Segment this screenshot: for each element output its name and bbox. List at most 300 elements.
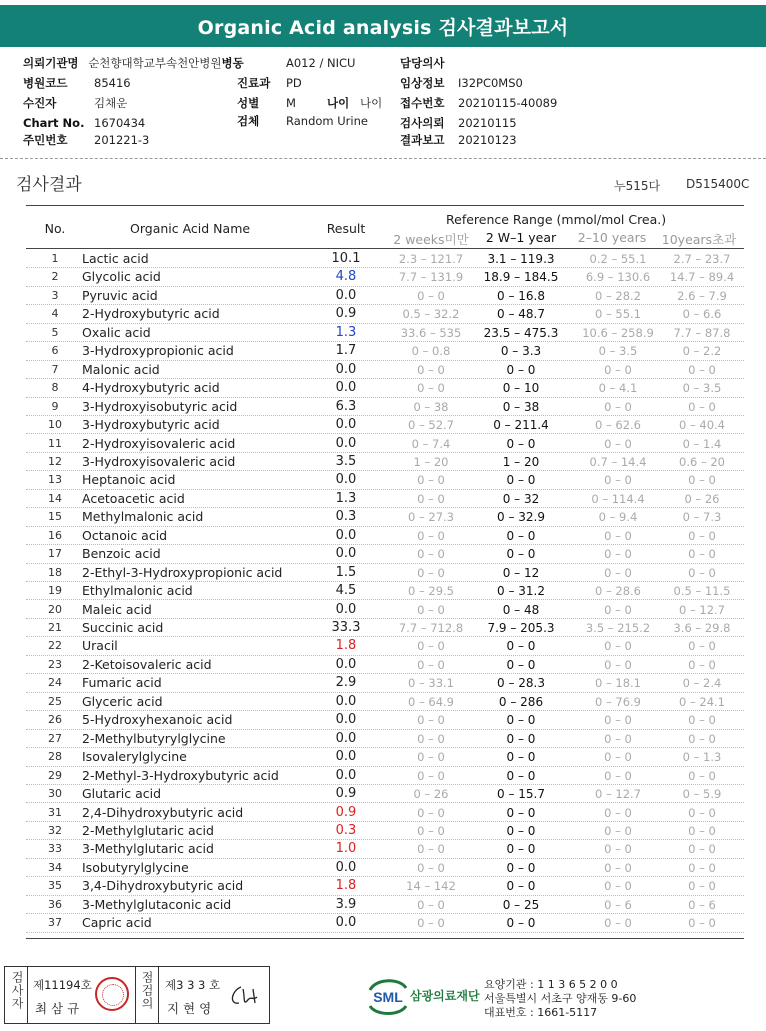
row-ref-2-10y: 0 – 28.2: [595, 288, 641, 303]
table-row: [26, 619, 744, 637]
signature-icon: [227, 983, 263, 1011]
table-row: [26, 748, 744, 766]
row-acid-name: Malonic acid: [82, 361, 160, 377]
table-row: [26, 804, 744, 822]
row-result: 1.5: [335, 564, 357, 580]
row-no: 2: [51, 270, 59, 284]
report-date-label: 결과보고: [400, 133, 445, 147]
row-ref-2w1y: 0 – 286: [498, 694, 544, 709]
row-ref-2-10y: 0 – 0: [604, 602, 632, 617]
row-acid-name: Fumaric acid: [82, 675, 162, 691]
row-ref-2-10y: 0.2 – 55.1: [589, 252, 647, 266]
clinical-info-label: 임상정보: [400, 76, 445, 90]
row-ref-2weeks: 33.6 – 535: [400, 325, 462, 340]
table-row: [26, 767, 744, 785]
row-ref-10y: 0 – 6.6: [682, 307, 722, 322]
row-no: 13: [48, 473, 62, 487]
row-ref-2-10y: 0 – 0: [604, 713, 632, 728]
row-ref-2weeks: 0 – 0: [417, 362, 445, 377]
row-no: 30: [48, 787, 62, 801]
table-row: [26, 471, 744, 489]
row-ref-10y: 0 – 2.2: [682, 344, 722, 359]
row-ref-10y: 0 – 0: [688, 713, 716, 728]
row-ref-2weeks: 7.7 – 131.9: [398, 270, 464, 285]
request-date-value: 20210115: [458, 116, 517, 130]
table-row: [26, 490, 744, 508]
row-ref-2w1y: 0 – 0: [506, 916, 536, 931]
row-ref-2w1y: 0 – 0: [506, 879, 536, 894]
row-acid-name: 3-Methylglutaric acid: [82, 841, 214, 857]
row-ref-2-10y: 0 – 114.4: [591, 491, 645, 506]
row-ref-10y: 0 – 0: [688, 768, 716, 783]
row-ref-2-10y: 0 – 0: [604, 805, 632, 820]
row-no: 17: [48, 547, 62, 561]
row-acid-name: 3-Hydroxyisobutyric acid: [82, 398, 238, 414]
row-ref-2-10y: 0 – 9.4: [598, 510, 638, 525]
row-ref-10y: 0 – 0: [688, 731, 716, 746]
row-ref-10y: 0 – 0: [688, 473, 716, 488]
row-ref-2weeks: 0 – 0: [417, 897, 445, 912]
row-acid-name: Glutaric acid: [82, 786, 162, 802]
ward-value: A012 / NICU: [286, 56, 356, 70]
row-acid-name: 3-Hydroxyisovaleric acid: [82, 453, 236, 469]
hospital-code-value: 85416: [94, 76, 131, 90]
row-no: 4: [51, 307, 59, 321]
header-reference-range: Reference Range (mmol/mol Crea.): [446, 212, 667, 227]
row-ref-2weeks: 0 – 29.5: [408, 584, 454, 599]
row-result: 33.3: [331, 620, 361, 635]
row-ref-2weeks: 7.7 – 712.8: [398, 621, 464, 635]
row-no: 10: [48, 418, 62, 432]
table-row: [26, 398, 744, 416]
row-ref-2weeks: 0 – 0: [417, 750, 445, 765]
row-ref-2w1y: 0 – 0: [506, 823, 536, 838]
reviewer-name: 지 현 영: [167, 1001, 212, 1016]
row-acid-name: Glycolic acid: [82, 269, 161, 285]
row-no: 21: [48, 621, 62, 634]
reviewer-no: 제3 3 3 호: [165, 978, 221, 992]
section-title: 검사결과: [16, 175, 82, 195]
row-ref-2-10y: 3.5 – 215.2: [585, 621, 651, 635]
row-result: 0.0: [335, 859, 357, 875]
row-ref-2weeks: 0 – 64.9: [408, 694, 454, 709]
row-no: 35: [48, 879, 62, 893]
row-acid-name: Oxalic acid: [82, 324, 151, 340]
row-ref-2-10y: 0.7 – 14.4: [589, 454, 647, 469]
row-ref-2w1y: 0 – 0: [506, 473, 536, 488]
row-ref-2w1y: 0 – 15.7: [497, 787, 545, 802]
row-ref-2weeks: 0 – 0: [417, 805, 445, 820]
row-ref-2weeks: 0 – 26: [413, 787, 449, 802]
row-no: 16: [48, 528, 62, 542]
row-acid-name: 3-Methylglutaconic acid: [82, 896, 232, 912]
row-ref-2w1y: 0 – 0: [506, 657, 536, 672]
row-ref-2-10y: 0 – 0: [604, 473, 632, 488]
row-ref-2weeks: 0 – 0: [417, 547, 445, 562]
row-ref-2weeks: 0 – 52.7: [408, 418, 454, 433]
report-title: Organic Acid analysis 검사결과보고서: [197, 16, 569, 39]
row-ref-2weeks: 0 – 0: [417, 473, 445, 488]
header-ref-10y: 10years초과: [661, 232, 737, 247]
row-acid-name: Capric acid: [82, 915, 152, 931]
table-row: [26, 693, 744, 711]
row-ref-2-10y: 0 – 76.9: [595, 694, 641, 709]
dashed-divider: [0, 158, 766, 159]
row-ref-2weeks: 0 – 38: [413, 399, 449, 414]
row-ref-2-10y: 0 – 0: [604, 639, 632, 654]
row-result: 1.0: [335, 841, 357, 857]
header-no: No.: [44, 221, 66, 236]
row-ref-2w1y: 0 – 48: [502, 602, 540, 617]
specimen-label: 검체: [237, 114, 260, 128]
table-row: [26, 361, 744, 379]
row-no: 26: [48, 713, 62, 727]
row-ref-2weeks: 0 – 0: [417, 528, 445, 543]
row-ref-2-10y: 0 – 0: [604, 528, 632, 543]
row-acid-name: Isovalerylglycine: [82, 749, 187, 765]
patient-value: 김채운: [94, 96, 128, 110]
table-row: [26, 416, 744, 434]
row-no: 33: [48, 842, 62, 856]
row-ref-2w1y: 0 – 48.7: [497, 307, 545, 322]
section-code-2: D515400C: [686, 177, 750, 191]
table-bottom-rule: [26, 938, 744, 939]
row-ref-2w1y: 0 – 32.9: [497, 510, 545, 525]
sex-label: 성별: [237, 96, 260, 110]
row-no: 3: [51, 288, 59, 302]
table-row: [26, 674, 744, 692]
sml-logo-icon: [366, 976, 410, 1016]
row-result: 0.0: [335, 693, 357, 709]
table-row: [26, 268, 744, 286]
row-acid-name: 2,4-Dihydroxybutyric acid: [82, 804, 244, 820]
row-ref-2w1y: 0 – 0: [506, 860, 536, 875]
row-result: 0.9: [335, 804, 357, 820]
row-result: 0.3: [335, 822, 357, 838]
table-row: [26, 822, 744, 840]
row-ref-2weeks: 2.3 – 121.7: [398, 252, 464, 266]
doctor-label: 담당의사: [400, 56, 445, 70]
table-row: [26, 453, 744, 471]
row-ref-2weeks: 0 – 0: [417, 842, 445, 857]
row-acid-name: 2-Ketoisovaleric acid: [82, 656, 212, 672]
row-ref-10y: 0 – 7.3: [682, 510, 722, 525]
row-no: 9: [51, 399, 59, 413]
row-ref-2-10y: 10.6 – 258.9: [582, 325, 654, 340]
row-result: 0.0: [335, 656, 357, 672]
row-ref-2-10y: 0 – 28.6: [595, 584, 641, 599]
table-row: [26, 287, 744, 305]
row-ref-2w1y: 0 – 12: [502, 565, 540, 580]
row-ref-2weeks: 0 – 0: [417, 657, 445, 672]
row-ref-10y: 0 – 5.9: [682, 787, 722, 802]
row-ref-2weeks: 0 – 0: [417, 731, 445, 746]
row-result: 0.0: [335, 417, 357, 433]
row-ref-2w1y: 0 – 38: [502, 399, 540, 414]
row-ref-2weeks: 0 – 0: [417, 823, 445, 838]
row-ref-10y: 0 – 3.5: [682, 381, 722, 396]
row-ref-2w1y: 0 – 0: [506, 362, 536, 377]
row-ref-2-10y: 6.9 – 130.6: [585, 270, 651, 285]
row-no: 24: [48, 676, 62, 690]
row-ref-10y: 0 – 0: [688, 362, 716, 377]
row-no: 11: [48, 436, 62, 450]
row-no: 18: [48, 565, 62, 579]
signature-box: [4, 966, 270, 1024]
row-result: 1.3: [335, 490, 357, 506]
row-ref-2-10y: 0 – 0: [604, 731, 632, 746]
row-ref-2-10y: 0 – 0: [604, 823, 632, 838]
chart-no-value: 1670434: [94, 116, 146, 130]
receipt-no-value: 20210115-40089: [458, 96, 558, 110]
row-ref-10y: 0 – 0: [688, 805, 716, 820]
row-ref-2w1y: 0 – 0: [506, 842, 536, 857]
org-address: 서울특별시 서초구 양재동 9-60: [484, 992, 637, 1005]
table-row: [26, 785, 744, 803]
row-ref-2-10y: 0 – 0: [604, 842, 632, 857]
table-row: [26, 601, 744, 619]
row-ref-2w1y: 0 – 0: [506, 731, 536, 746]
row-ref-2w1y: 0 – 0: [506, 713, 536, 728]
row-result: 1.8: [335, 878, 357, 894]
row-ref-2w1y: 0 – 31.2: [497, 584, 545, 599]
resident-no-value: 201221-3: [94, 133, 150, 147]
row-ref-2-10y: 0 – 0: [604, 362, 632, 377]
row-ref-2-10y: 0 – 0: [604, 436, 632, 451]
row-ref-2w1y: 23.5 – 475.3: [483, 325, 559, 340]
row-result: 0.0: [335, 730, 357, 746]
row-ref-10y: 0 – 0: [688, 399, 716, 414]
reviewer-label: 점검의: [140, 971, 154, 1010]
row-ref-2w1y: 7.9 – 205.3: [487, 621, 555, 635]
row-ref-2-10y: 0 – 0: [604, 565, 632, 580]
row-ref-2-10y: 0 – 6: [604, 897, 632, 912]
table-row: [26, 840, 744, 858]
row-ref-2weeks: 0 – 0: [417, 602, 445, 617]
row-ref-2w1y: 0 – 16.8: [497, 288, 545, 303]
header-result: Result: [326, 221, 366, 236]
row-acid-name: Lactic acid: [82, 251, 149, 266]
row-acid-name: 3,4-Dihydroxybutyric acid: [82, 878, 244, 894]
row-ref-2weeks: 0 – 0: [417, 713, 445, 728]
row-ref-10y: 2.6 – 7.9: [677, 288, 727, 303]
row-no: 34: [48, 860, 62, 874]
row-result: 0.0: [335, 361, 357, 377]
request-date-label: 검사의뢰: [400, 116, 445, 130]
row-ref-2weeks: 0 – 0: [417, 491, 445, 506]
row-ref-2-10y: 0 – 4.1: [598, 381, 638, 396]
specimen-value: Random Urine: [286, 114, 368, 128]
row-no: 31: [48, 805, 62, 819]
row-ref-2weeks: 1 – 20: [413, 454, 449, 469]
row-result: 6.3: [335, 398, 357, 414]
row-acid-name: 2-Ethyl-3-Hydroxypropionic acid: [82, 564, 283, 580]
row-result: 0.0: [335, 527, 357, 543]
row-ref-10y: 0.6 – 20: [679, 454, 725, 469]
table-row: [26, 582, 744, 600]
org-phone: 대표번호 : 1661-5117: [484, 1006, 598, 1019]
row-ref-2w1y: 0 – 10: [502, 381, 540, 396]
row-ref-2w1y: 0 – 0: [506, 436, 536, 451]
table-row: [26, 656, 744, 674]
row-ref-10y: 0 – 12.7: [679, 602, 725, 617]
row-acid-name: 3-Hydroxybutyric acid: [82, 417, 220, 433]
row-ref-2weeks: 0 – 0: [417, 565, 445, 580]
row-acid-name: Benzoic acid: [82, 546, 161, 562]
table-row: [26, 545, 744, 563]
row-acid-name: Acetoacetic acid: [82, 490, 185, 506]
row-ref-2weeks: 0 – 33.1: [408, 676, 454, 691]
row-no: 8: [51, 381, 59, 395]
receipt-no-label: 접수번호: [400, 96, 445, 110]
examiner-name: 최 삼 규: [35, 1001, 80, 1016]
row-ref-2-10y: 0 – 12.7: [595, 787, 641, 802]
row-acid-name: Glyceric acid: [82, 693, 163, 709]
row-result: 0.0: [335, 435, 357, 451]
row-ref-2-10y: 0 – 3.5: [598, 344, 638, 359]
row-ref-10y: 0 – 1.3: [682, 750, 722, 765]
row-no: 27: [48, 731, 62, 745]
report-title-banner: [0, 5, 766, 47]
row-acid-name: 5-Hydroxyhexanoic acid: [82, 712, 233, 728]
table-row: [26, 435, 744, 453]
row-acid-name: Methylmalonic acid: [82, 509, 204, 525]
table-row: [26, 527, 744, 545]
row-ref-2w1y: 18.9 – 184.5: [483, 270, 559, 285]
row-ref-10y: 0 – 0: [688, 823, 716, 838]
row-ref-2-10y: 0 – 0: [604, 657, 632, 672]
row-ref-2-10y: 0 – 0: [604, 399, 632, 414]
row-ref-2weeks: 0.5 – 32.2: [402, 307, 460, 322]
row-acid-name: 4-Hydroxybutyric acid: [82, 380, 220, 396]
hospital-code-label: 병원코드: [23, 76, 68, 90]
org-name: 삼광의료재단: [410, 989, 480, 1003]
row-ref-10y: 0 – 0: [688, 879, 716, 894]
row-no: 32: [48, 823, 62, 837]
row-ref-10y: 0 – 0: [688, 565, 716, 580]
row-acid-name: 2-Hydroxybutyric acid: [82, 306, 220, 322]
row-result: 0.9: [335, 306, 357, 322]
row-ref-2w1y: 0 – 25: [502, 897, 540, 912]
row-ref-2-10y: 0 – 0: [604, 750, 632, 765]
table-row: [26, 342, 744, 360]
row-ref-10y: 0 – 0: [688, 842, 716, 857]
row-ref-2-10y: 0 – 0: [604, 768, 632, 783]
row-ref-10y: 0 – 0: [688, 657, 716, 672]
row-no: 12: [48, 454, 62, 468]
row-result: 0.0: [335, 767, 357, 783]
row-ref-2weeks: 0 – 0: [417, 860, 445, 875]
row-ref-10y: 0 – 0: [688, 528, 716, 543]
row-no: 14: [48, 491, 62, 505]
table-row: [26, 859, 744, 877]
table-row: [26, 324, 744, 342]
row-result: 1.7: [335, 343, 357, 359]
sex-value: M: [286, 96, 296, 110]
row-ref-10y: 7.7 – 87.8: [673, 325, 731, 340]
row-acid-name: Heptanoic acid: [82, 472, 176, 488]
row-acid-name: 2-Hydroxyisovaleric acid: [82, 435, 236, 451]
row-ref-10y: 0 – 0: [688, 639, 716, 654]
header-name: Organic Acid Name: [130, 221, 251, 236]
row-acid-name: Ethylmalonic acid: [82, 583, 193, 599]
department-label: 진료과: [237, 76, 271, 90]
row-ref-2-10y: 0 – 18.1: [595, 676, 641, 691]
row-result: 0.0: [335, 915, 357, 931]
row-result: 0.0: [335, 601, 357, 617]
row-ref-10y: 0 – 24.1: [679, 694, 725, 709]
row-ref-10y: 14.7 – 89.4: [669, 270, 735, 285]
header-ref-2weeks: 2 weeks미만: [393, 232, 469, 247]
row-ref-2weeks: 0 – 0: [417, 288, 445, 303]
row-ref-2w1y: 0 – 0: [506, 768, 536, 783]
header-ref-2w1y: 2 W–1 year: [485, 230, 557, 245]
row-result: 0.0: [335, 749, 357, 765]
row-ref-10y: 2.7 – 23.7: [673, 252, 731, 266]
table-top-rule: [26, 205, 744, 206]
row-no: 25: [48, 694, 62, 708]
table-row: [26, 508, 744, 526]
department-value: PD: [286, 76, 302, 90]
resident-no-label: 주민번호: [23, 133, 68, 147]
row-ref-2-10y: 0 – 0: [604, 860, 632, 875]
row-acid-name: 2-Methyl-3-Hydroxybutyric acid: [82, 767, 279, 783]
table-row: [26, 637, 744, 655]
table-row: [26, 564, 744, 582]
table-row: [26, 730, 744, 748]
row-ref-10y: 0 – 2.4: [682, 676, 722, 691]
row-ref-10y: 0 – 40.4: [679, 418, 725, 433]
row-ref-2w1y: 0 – 3.3: [500, 344, 542, 359]
row-ref-2w1y: 0 – 211.4: [493, 418, 549, 433]
row-no: 28: [48, 750, 62, 764]
row-acid-name: Octanoic acid: [82, 527, 168, 543]
row-no: 37: [48, 916, 62, 930]
row-ref-2w1y: 1 – 20: [502, 454, 540, 469]
row-ref-10y: 0.5 – 11.5: [673, 584, 731, 599]
row-ref-2weeks: 0 – 0: [417, 639, 445, 654]
header-bottom-rule: [26, 248, 744, 249]
row-ref-2w1y: 3.1 – 119.3: [487, 252, 555, 266]
institution: 의뢰기관명 순천향대학교부속천안병원병동: [23, 56, 244, 70]
row-ref-10y: 0 – 1.4: [682, 436, 722, 451]
row-ref-10y: 0 – 6: [688, 897, 716, 912]
row-ref-10y: 0 – 0: [688, 547, 716, 562]
chart-no-label: Chart No.: [23, 116, 85, 130]
row-acid-name: Uracil: [82, 638, 118, 654]
row-no: 6: [51, 344, 59, 358]
table-row: [26, 914, 744, 932]
row-no: 36: [48, 897, 62, 911]
row-result: 0.0: [335, 546, 357, 562]
row-result: 0.0: [335, 712, 357, 728]
row-acid-name: Pyruvic acid: [82, 287, 158, 303]
age-value: 나이: [360, 96, 383, 110]
header-ref-2-10y: 2–10 years: [577, 230, 647, 245]
row-no: 22: [48, 639, 62, 653]
row-result: 3.9: [335, 896, 357, 912]
row-acid-name: 2-Methylbutyrylglycine: [82, 730, 226, 746]
section-code-1: 누515다: [614, 179, 661, 193]
row-ref-2w1y: 0 – 0: [506, 750, 536, 765]
sml-logo-text: SML: [373, 989, 403, 1005]
row-ref-2weeks: 0 – 0: [417, 768, 445, 783]
row-no: 1: [51, 252, 59, 265]
row-no: 15: [48, 510, 62, 524]
care-institution-no: 요양기관 : 1 1 3 6 5 2 0 0: [484, 978, 618, 991]
row-ref-10y: 0 – 0: [688, 860, 716, 875]
row-ref-2weeks: 14 – 142: [406, 879, 456, 894]
